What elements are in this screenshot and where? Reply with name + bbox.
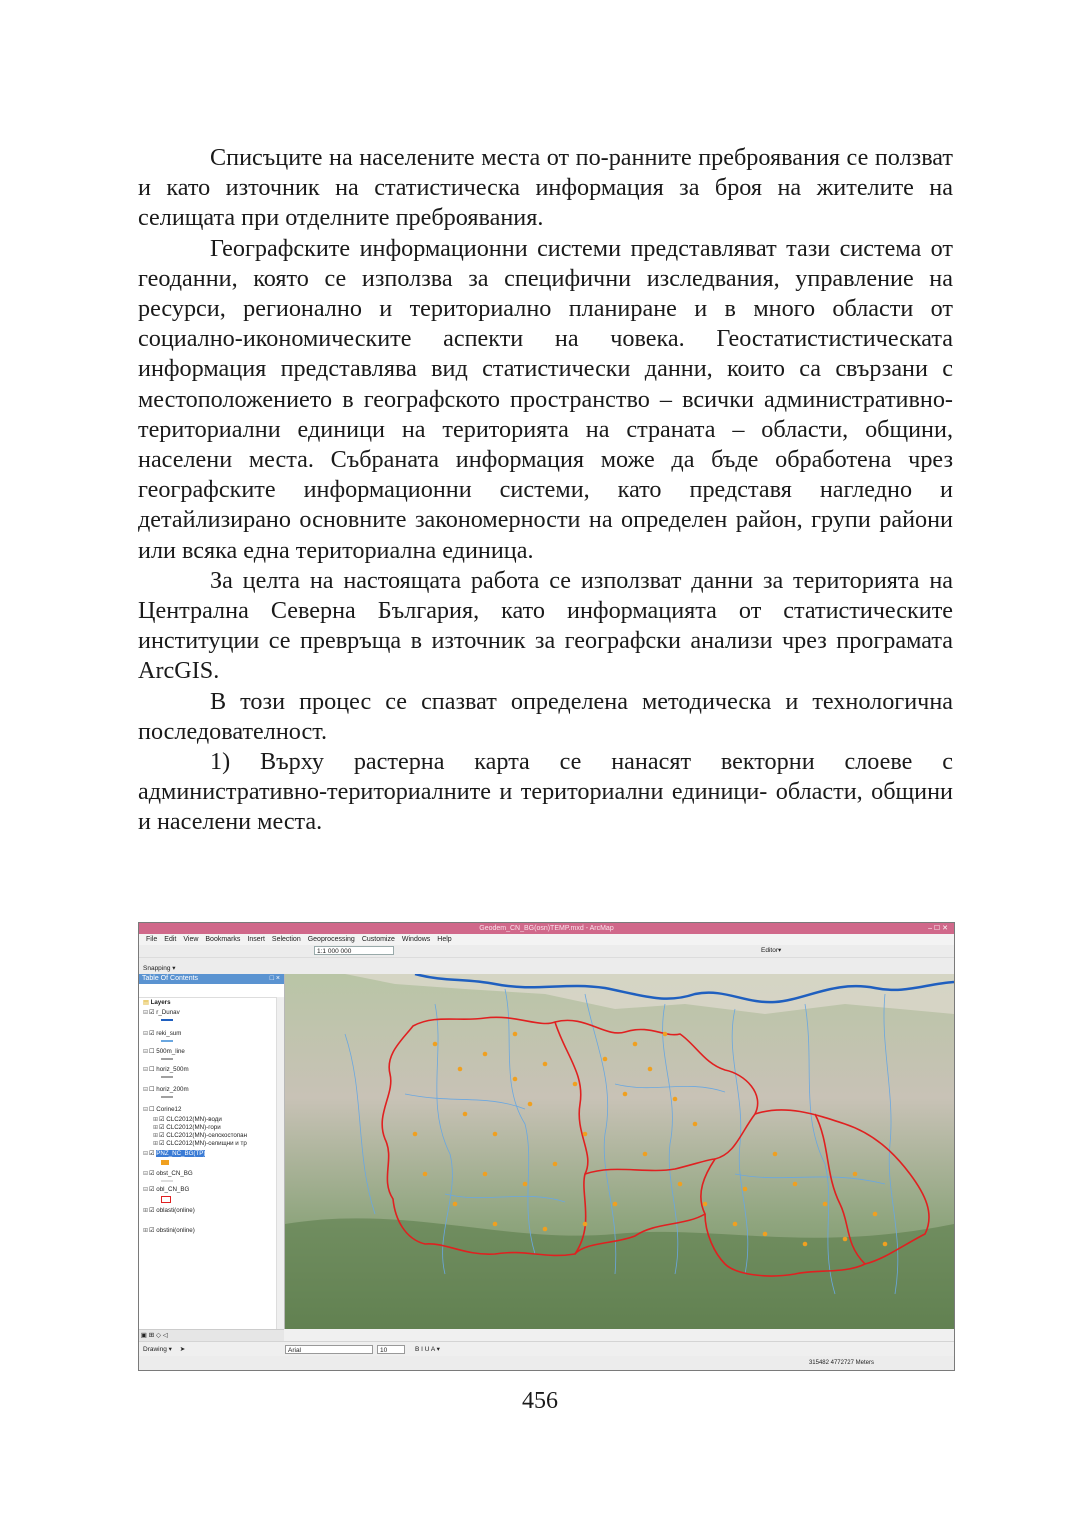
expander-icon[interactable]: ⊟ [143, 1066, 149, 1073]
toc-layer-row[interactable] [143, 1227, 195, 1235]
menu-windows[interactable]: Windows [401, 936, 431, 943]
paragraph-2: Географските информационни системи представляват тази система от геоданни, която се използва за специфични изследвания, управление на ресурси, регионално и териториално планиране и в много области от социално-икономическите аспекти на човека. Геостатистистическата информация представлява вид статистически данни, които са свързани с местоположението в географското пространство – всички административно-териториални единици на територията на страната – области, общини, населени места. Събраната информация може да бъде обработена чрез географските информационни системи, като представя нагледно и детайлизирано основните закономерности на определен район, групи райони или всяка една териториална единица. [138, 234, 953, 564]
menu-edit[interactable]: Edit [164, 936, 177, 943]
settlement-marker [543, 1227, 548, 1232]
drawing-toolbar [139, 1341, 954, 1357]
settlement-marker [603, 1057, 608, 1062]
layer-checkbox[interactable]: ☑ [149, 1170, 157, 1177]
layer-checkbox[interactable]: ☑ [149, 1227, 157, 1234]
settlement-marker [573, 1082, 578, 1087]
layer-name: oblasti(online) [156, 1207, 195, 1214]
toc-layer-row[interactable] [153, 1124, 221, 1132]
settlement-marker [613, 1202, 618, 1207]
menu-insert[interactable]: Insert [247, 936, 265, 943]
toc-layer-row[interactable] [153, 1140, 247, 1148]
layer-checkbox[interactable]: ☐ [149, 1048, 157, 1055]
toc-layer-row[interactable] [143, 1207, 195, 1215]
settlement-marker [553, 1162, 558, 1167]
settlement-marker [643, 1152, 648, 1157]
settlement-marker [648, 1067, 653, 1072]
layer-symbol-swatch [161, 1019, 173, 1021]
toc-layer-row[interactable] [143, 1186, 189, 1194]
layer-checkbox[interactable]: ☑ [149, 1207, 157, 1214]
settlement-marker [793, 1182, 798, 1187]
settlement-marker [483, 1172, 488, 1177]
settlement-marker [678, 1182, 683, 1187]
body-text [138, 143, 953, 838]
settlement-marker [513, 1077, 518, 1082]
layers-icon: ▤ [143, 999, 151, 1006]
settlement-marker [583, 1222, 588, 1227]
paragraph-1: Списъците на населените места от по-ранните преброявания се ползват и като източник на статистическа информация за броя на жителите на селищата при отделните преброявания. [138, 144, 953, 232]
settlement-marker [453, 1202, 458, 1207]
layer-name: obl_CN_BG [156, 1186, 190, 1193]
standard-toolbar [139, 945, 954, 958]
toc-tabs[interactable]: ▣ ⊞ ◇ ◁ [139, 1329, 284, 1342]
expander-icon[interactable]: ⊟ [143, 1030, 149, 1037]
menu-file[interactable]: File [146, 936, 158, 943]
settlement-marker [523, 1182, 528, 1187]
layer-checkbox[interactable]: ☐ [149, 1086, 157, 1093]
settlement-marker [703, 1202, 708, 1207]
settlement-marker [773, 1152, 778, 1157]
expander-icon[interactable]: ⊟ [143, 1106, 149, 1113]
menu-bar [139, 934, 954, 945]
coordinate-readout: 315482 4772727 Meters [808, 1360, 874, 1366]
table-of-contents [139, 974, 285, 1329]
layer-symbol-swatch [161, 1196, 171, 1203]
expander-icon[interactable]: ⊟ [143, 1186, 149, 1193]
layer-checkbox[interactable]: ☑ [149, 1009, 157, 1016]
layer-symbol-swatch [161, 1180, 173, 1182]
layer-checkbox[interactable]: ☑ [159, 1132, 167, 1139]
settlement-marker [543, 1062, 548, 1067]
menu-help[interactable]: Help [437, 936, 452, 943]
layer-name: reki_sum [156, 1030, 182, 1037]
settlement-marker [763, 1232, 768, 1237]
toc-layer-row[interactable] [153, 1116, 222, 1124]
expander-icon[interactable]: ⊟ [143, 1048, 149, 1055]
settlement-marker [623, 1092, 628, 1097]
settlement-marker [493, 1222, 498, 1227]
settlement-marker [633, 1042, 638, 1047]
layer-name: horiz_500m [156, 1066, 189, 1073]
layer-name: CLC2012(MN)-селскостопан [166, 1132, 247, 1139]
layer-name: CLC2012(MN)-селищни и тр [166, 1140, 247, 1147]
settlement-marker [583, 1132, 588, 1137]
toc-layer-row[interactable] [143, 1106, 181, 1114]
arcmap-screenshot [138, 922, 955, 1371]
layer-symbol-swatch [161, 1040, 173, 1042]
layer-name: Corine12 [156, 1106, 182, 1113]
window-controls[interactable]: – ☐ ✕ [928, 925, 948, 932]
select-arrow-icon[interactable]: ➤ [179, 1346, 186, 1353]
window-title: Geodem_CN_BG(osn)TEMP.mxd - ArcMap [479, 925, 614, 932]
layer-name: 500m_line [156, 1048, 185, 1055]
layer-symbol-swatch [161, 1076, 173, 1078]
toc-layer-row[interactable] [143, 1030, 181, 1038]
editor-menu[interactable]: Editor▾ [761, 947, 782, 954]
scale-input[interactable]: 1:1 000 000 [314, 946, 394, 955]
settlement-marker [883, 1242, 888, 1247]
expander-icon[interactable]: ⊞ [153, 1132, 159, 1139]
expander-icon[interactable]: ⊞ [153, 1116, 159, 1123]
drawing-menu[interactable]: Drawing ▾ [143, 1346, 172, 1353]
expander-icon[interactable]: ⊞ [143, 1227, 149, 1234]
menu-geoprocessing[interactable]: Geoprocessing [307, 936, 355, 943]
layer-name: horiz_200m [156, 1086, 189, 1093]
settlement-marker [483, 1052, 488, 1057]
settlement-marker [743, 1187, 748, 1192]
toc-layers-root[interactable]: ▤ Layers [143, 999, 171, 1006]
font-size-select[interactable]: 10 [377, 1345, 405, 1354]
toc-title: Table Of Contents [142, 975, 199, 982]
expander-icon[interactable]: ⊟ [143, 1170, 149, 1177]
settlement-marker [433, 1042, 438, 1047]
settlement-marker [823, 1202, 828, 1207]
settlement-marker [673, 1097, 678, 1102]
settlement-marker [528, 1102, 533, 1107]
status-bar [139, 1356, 954, 1370]
layer-name: obstini(online) [156, 1227, 195, 1234]
expander-icon[interactable]: ⊞ [153, 1140, 159, 1147]
layer-name: obst_CN_BG [156, 1170, 193, 1177]
layer-name: CLC2012(MN)-гори [166, 1124, 221, 1131]
toc-layer-row[interactable] [153, 1132, 247, 1140]
toc-titlebar [139, 974, 284, 984]
window-titlebar [139, 923, 954, 934]
toc-layer-row[interactable] [143, 1009, 180, 1017]
layer-name: PNZ_NC_BG(TP) [156, 1150, 206, 1157]
toc-toolbar [139, 984, 284, 998]
settlement-marker [423, 1172, 428, 1177]
toc-layer-row[interactable] [143, 1048, 185, 1056]
layer-checkbox[interactable]: ☑ [149, 1186, 157, 1193]
settlement-marker [843, 1237, 848, 1242]
layer-name: CLC2012(MN)-води [166, 1116, 222, 1123]
menu-bookmarks[interactable]: Bookmarks [205, 936, 241, 943]
font-name-select[interactable]: Arial [285, 1345, 373, 1354]
settlement-marker [463, 1112, 468, 1117]
toc-layer-row[interactable] [143, 1150, 205, 1158]
layer-checkbox[interactable]: ☑ [149, 1030, 157, 1037]
layer-checkbox[interactable]: ☑ [159, 1140, 167, 1147]
layer-checkbox[interactable]: ☑ [159, 1116, 167, 1123]
toc-layer-row[interactable] [143, 1086, 189, 1094]
expander-icon[interactable]: ⊞ [153, 1124, 159, 1131]
settlement-marker [853, 1172, 858, 1177]
paragraph-5: 1) Върху растерна карта се нанасят векторни слоеве с административно-териториалните и териториални единици- области, общини и населени места. [138, 748, 953, 836]
expander-icon[interactable]: ⊟ [143, 1009, 149, 1016]
layer-checkbox[interactable]: ☐ [149, 1066, 157, 1073]
settlement-marker [803, 1242, 808, 1247]
layer-symbol-swatch [161, 1160, 169, 1165]
layer-symbol-swatch [161, 1096, 173, 1098]
toc-scrollbar[interactable] [276, 997, 284, 1329]
settlement-marker [663, 1032, 668, 1037]
paragraph-4: В този процес се спазват определена методическа и технологична последователност. [138, 687, 953, 745]
toc-layer-row[interactable] [143, 1170, 193, 1178]
layer-checkbox[interactable]: ☑ [159, 1124, 167, 1131]
layer-checkbox[interactable]: ☐ [149, 1106, 157, 1113]
settlement-marker [693, 1122, 698, 1127]
paragraph-3: За целта на настоящата работа се използват данни за територията на Централна Северна България, като информацията от статистическите институции се превръща в източник за географски анализи чрез програмата ArcGIS. [138, 566, 953, 685]
snapping-menu[interactable]: Snapping ▾ [143, 965, 176, 972]
menu-view[interactable]: View [183, 936, 199, 943]
layer-symbol-swatch [161, 1058, 173, 1060]
page-number: 456 [522, 1388, 558, 1414]
expander-icon[interactable]: ⊞ [143, 1207, 149, 1214]
menu-selection[interactable]: Selection [271, 936, 301, 943]
expander-icon[interactable]: ⊟ [143, 1150, 149, 1157]
map-view[interactable] [285, 974, 954, 1329]
expander-icon[interactable]: ⊟ [143, 1086, 149, 1093]
settlement-marker [733, 1222, 738, 1227]
layer-checkbox[interactable]: ☑ [149, 1150, 157, 1157]
toc-layer-row[interactable] [143, 1066, 189, 1074]
settlement-marker [513, 1032, 518, 1037]
menu-customize[interactable]: Customize [361, 936, 395, 943]
settlement-marker [873, 1212, 878, 1217]
layer-name: r_Dunav [156, 1009, 180, 1016]
toc-close-icon[interactable]: □ × [269, 975, 280, 982]
settlement-marker [493, 1132, 498, 1137]
settlement-marker [458, 1067, 463, 1072]
text-format-buttons[interactable]: B I U A ▾ [415, 1346, 440, 1353]
settlement-marker [413, 1132, 418, 1137]
